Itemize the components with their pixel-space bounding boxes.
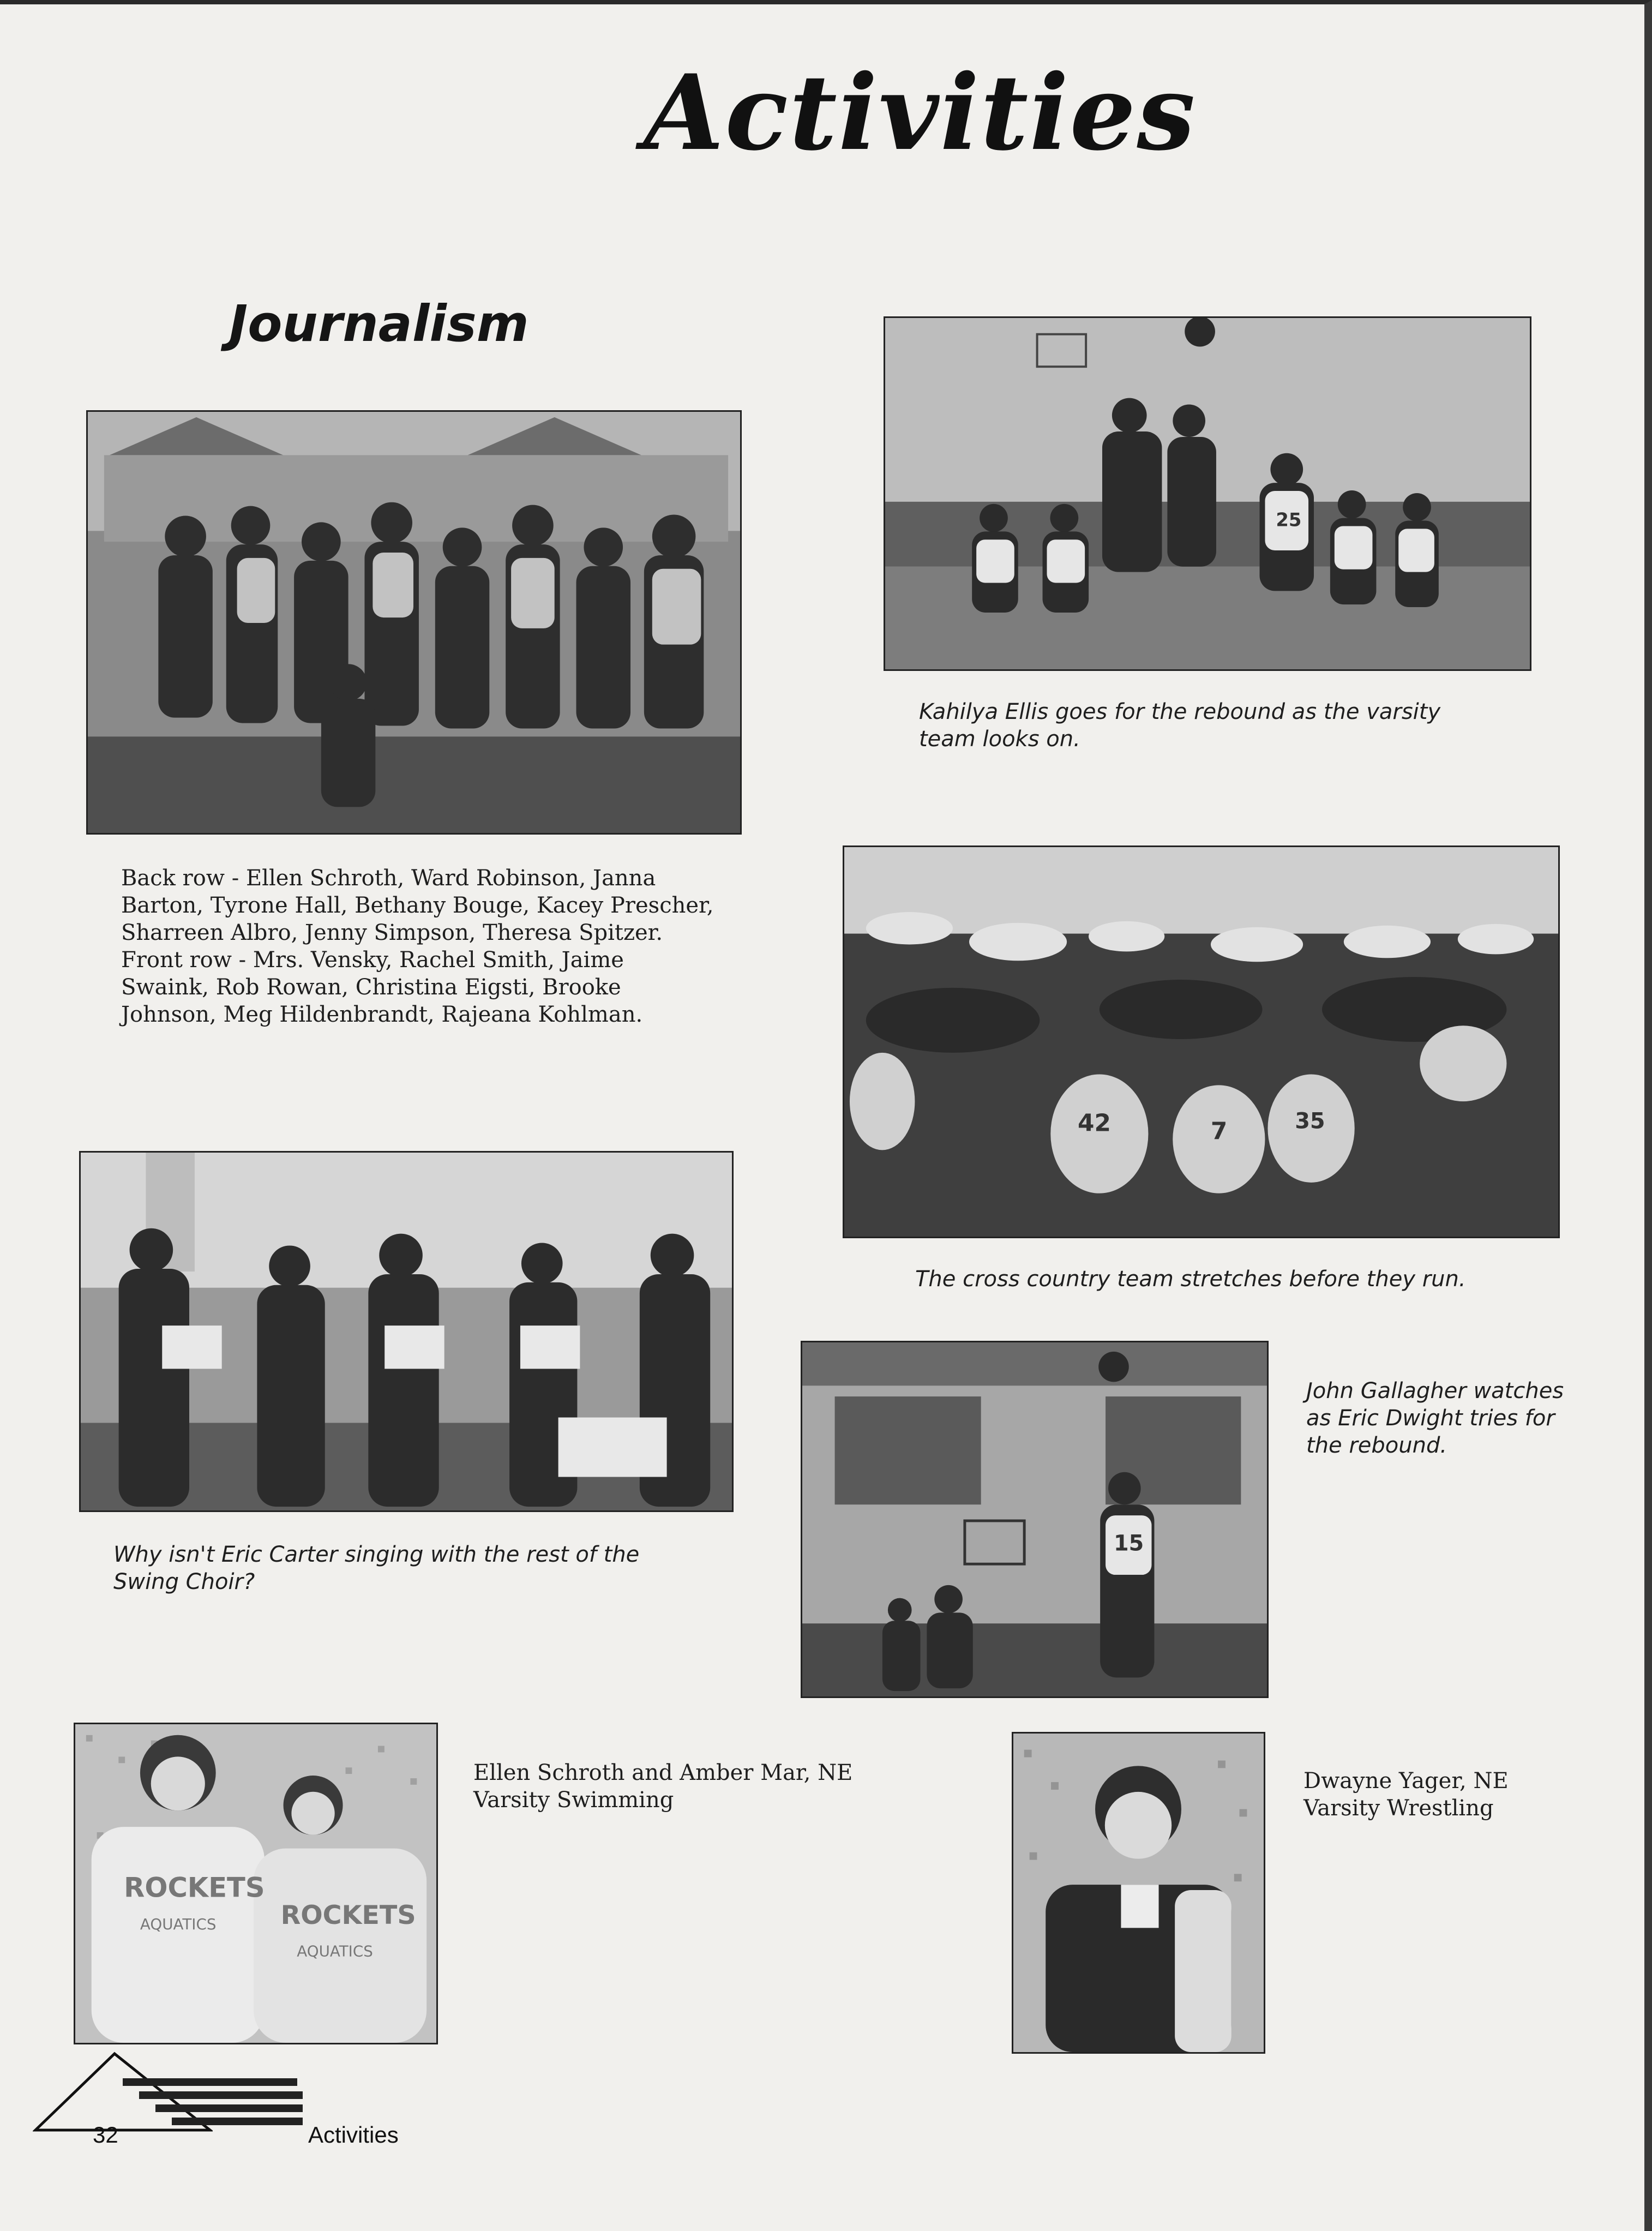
caption-swimming: Ellen Schroth and Amber Mar, NE Varsity Swimming	[473, 1760, 853, 1813]
photo-cross-country	[843, 845, 1560, 1238]
caption-wrestling: Dwayne Yager, NE Varsity Wrestling	[1303, 1768, 1509, 1821]
caption-cross-country: The cross country team stretches before they run.	[915, 1267, 1466, 1292]
caption-gallagher: John Gallagher watches as Eric Dwight tries for the rebound.	[1306, 1378, 1564, 1458]
photo-wrestling	[1012, 1732, 1265, 2054]
caption-swing-choir: Why isn't Eric Carter singing with the rest of the Swing Choir?	[113, 1542, 640, 1594]
photo-basketball-gallagher	[801, 1341, 1269, 1698]
sweatshirt-logo-right: ROCKETS	[280, 1900, 416, 1931]
footer-stripes	[123, 2078, 303, 2127]
sweatshirt-sub-left: AQUATICS	[140, 1915, 217, 1934]
sweatshirt-logo-left: ROCKETS	[124, 1872, 265, 1904]
jersey-number-15: 15	[1113, 1531, 1144, 1556]
photo-basketball-rebound	[884, 316, 1531, 671]
sweatshirt-sub-right: AQUATICS	[297, 1942, 373, 1960]
jersey-number-35: 35	[1295, 1108, 1325, 1134]
photo-swing-choir	[79, 1151, 734, 1512]
jersey-number-25: 25	[1276, 509, 1302, 531]
caption-rebound: Kahilya Ellis goes for the rebound as the varsity team looks on.	[919, 699, 1441, 752]
jersey-number-42: 42	[1078, 1109, 1111, 1137]
footer-section-label: Activities	[308, 2122, 399, 2148]
caption-journalism-group: Back row - Ellen Schroth, Ward Robinson, Janna Barton, Tyrone Hall, Bethany Bouge, Kacey Prescher, Sharreen Albro, Jenny Simpson, Theresa Spitzer. Front row - Mrs. Vensky, Rachel Smith, Jaime Swaink, Rob Rowan, Christina Eigsti, Brooke Johnson, Meg Hildenbrandt, Rajeana Kohlman.	[121, 866, 714, 1027]
section-heading-journalism: Journalism	[229, 295, 529, 353]
page-number: 32	[93, 2122, 118, 2148]
page-title: Activities	[644, 52, 1197, 173]
photo-journalism-group	[86, 410, 742, 835]
photo-swimming	[74, 1723, 438, 2044]
jersey-number-7: 7	[1210, 1117, 1228, 1146]
